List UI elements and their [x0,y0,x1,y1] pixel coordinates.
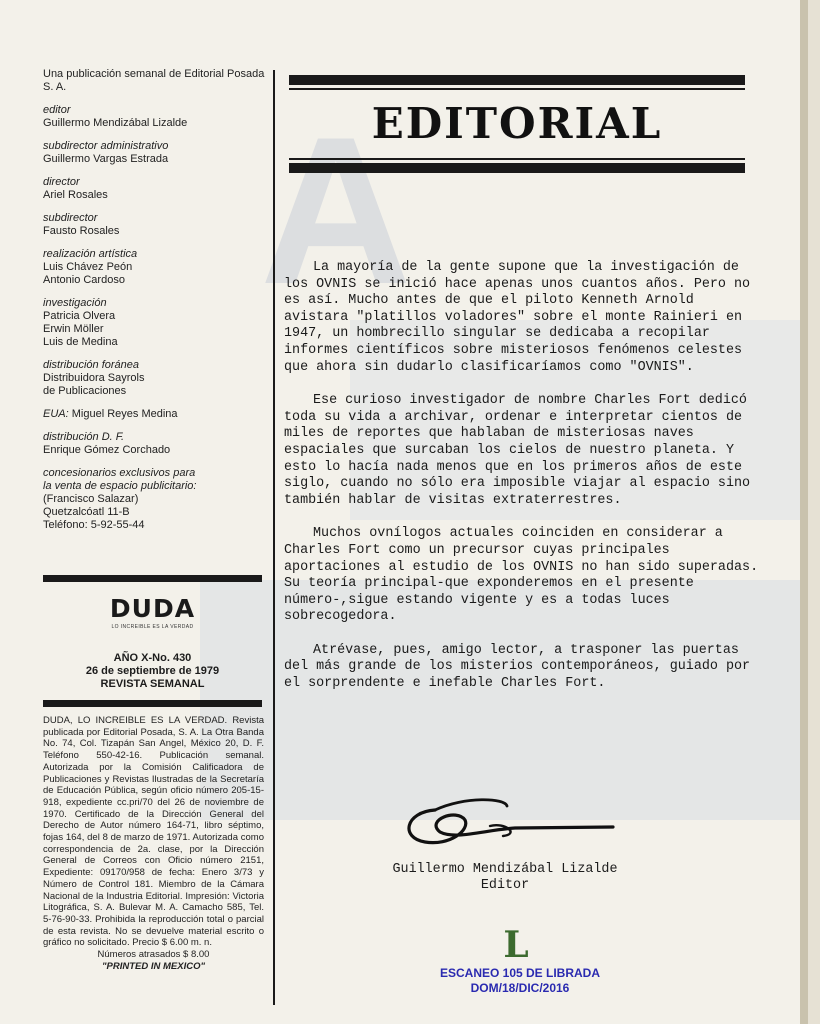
printed-in: "PRINTED IN MEXICO" [102,960,205,972]
staff-name: Quetzalcóatl 11-B [43,506,130,518]
staff-entry-eua [43,408,265,421]
staff-role: EUA: [43,408,69,420]
editorial-paragraph: Atrévase, pues, amigo lector, a trasponer las puertas del más grande de los misterios contemporáneos, guiado por el sorprendente e inefable Charles Fort. [284,642,751,692]
staff-entry [43,467,265,532]
show-through-texture: A [110,20,760,990]
issue-type: REVISTA SEMANAL [100,678,205,690]
staff-entry [43,176,265,202]
staff-role: la venta de espacio publicitario: [43,480,197,492]
staff-role: subdirector [43,212,98,224]
staff-name: Erwin Möller [43,323,104,335]
scan-credit-date: DOM/18/DIC/2016 [470,981,570,995]
heading-rule-top [289,75,745,85]
staff-role: investigación [43,297,107,309]
scan-credit-line: ESCANEO 105 DE LIBRADA [439,966,601,980]
staff-entry [43,297,265,349]
magazine-logo [43,595,262,635]
back-issues-price: Números atrasados $ 8.00 [97,949,210,961]
staff-entry [43,248,265,287]
divider [43,700,262,707]
staff-role: distribución D. F. [43,431,125,443]
staff-name: Guillermo Vargas Estrada [43,153,169,165]
staff-name: Enrique Gómez Corchado [43,444,171,456]
staff-name: Fausto Rosales [43,225,120,237]
signature-scribble [395,790,625,860]
staff-role: realización artística [43,248,138,260]
divider [43,575,262,582]
editor-name: Guillermo Mendizábal Lizalde [392,862,618,877]
staff-entry [43,212,265,238]
logo-tagline: LO INCREIBLE ES LA VERDAD [111,624,194,630]
staff-entry [43,431,265,457]
staff-name: Teléfono: 5-92-55-44 [43,519,145,531]
issue-info [43,652,262,691]
masthead [43,68,265,542]
staff-role: editor [43,104,71,116]
staff-name: Luis Chávez Peón [43,261,133,273]
staff-name: Distribuidora Sayrols [43,372,145,384]
issue-date: 26 de septiembre de 1979 [85,665,220,677]
staff-role: director [43,176,80,188]
editorial-paragraph: Muchos ovnílogos actuales coinciden en considerar a Charles Fort como un precursor cuyas principales aportaciones al estudio de los OVNIS no han sido superadas. Su teoría principal-que exponderemos en el presente número-,sigue estando vigente y es a todas luces sobrecogedora. [284,526,759,625]
staff-role: concesionarios exclusivos para [43,467,196,479]
editor-role: Editor [480,878,530,893]
staff-role: distribución foránea [43,359,140,371]
legal-notice [43,715,264,972]
issue-number: AÑO X-No. 430 [113,652,192,664]
staff-entry [43,140,265,166]
editorial-paragraph: Ese curioso investigador de nombre Charles Fort dedicó toda su vida a archivar, ordenar e interpretar cientos de miles de reportes que hablaban de misteriosas naves espaciales que surcaban los cielos de nuestro planeta. Y esto lo hacía nada menos que en los primeros años de este siglo, cuando no sólo era imposible viajar al espacio sino también hablar de visitas extraterrestres. [284,393,751,508]
staff-name: Guillermo Mendizábal Lizalde [43,117,188,129]
scan-credit [420,966,620,996]
editor-signature [355,862,655,894]
staff-name: de Publicaciones [43,385,127,397]
editorial-paragraph: La mayoría de la gente supone que la investigación de los OVNIS se inició hace apenas unos cuantos años. Pero no es así. Mucho antes de que el piloto Kenneth Arnold avistara "platillos voladores" sobre el monte Rainieri en 1947, un hombrecillo singular se dedicaba a recopilar informes científicos sobre misteriosos fenómenos celestes que ahora sin dudarlo clasificaríamos como "OVNIS". [284,260,751,375]
staff-entry [43,359,265,398]
editorial-title: EDITORIAL [371,99,663,148]
editorial-body [284,260,764,710]
scanner-logo: L [503,924,529,966]
staff-name: Miguel Reyes Medina [71,408,178,420]
staff-role: subdirector administrativo [43,140,169,152]
staff-name: Luis de Medina [43,336,118,348]
heading-rule-bottom [289,163,745,173]
legal-text: DUDA, LO INCREIBLE ES LA VERDAD. Revista publicada por Editorial Posada, S. A. La Otra Banda No. 74, Col. Tizapán San Angel, México 20, D. F. Teléfono 550-42-16. Publicación semanal. Autorizada por la Comisión Calificadora de Publicaciones y Revistas Ilustradas de la Secretaría de Educación Pública, según oficio número 205-15-918, expediente cc.pri/70 del 26 de noviembre de 1970. Certificado de la Dirección General del Derecho de Autor número 164-71, libro séptimo, fojas 164, del 8 de marzo de 1971. Autorizada como correspondencia de 2a. clase, por la Dirección General de Correos con Oficio número 2151, Expediente: 09170/958 de fecha: Enero 3/73 y Número de Control 181. Miembro de la Cámara Nacional de la Industria Editorial. Impresión: Victoria Litográfica, S. A. Bulevar M. A. Camacho 585, Tel. 5-76-90-33. Prohibida la reproducción total o parcial de esta revista. No se devuelve material escrito o gráfico no solicitado. Precio $ 6.00 m. n. [43,715,264,949]
column-rule [273,70,275,1005]
staff-name: Ariel Rosales [43,189,108,201]
next-page-edge [800,0,820,1024]
staff-name: Antonio Cardoso [43,274,125,286]
staff-name: (Francisco Salazar) [43,493,139,505]
masthead-intro: Una publicación semanal de Editorial Posada S. A. [43,68,265,93]
logo-text: DUDA [109,594,196,623]
staff-entry [43,104,265,130]
staff-name: Patricia Olvera [43,310,116,322]
